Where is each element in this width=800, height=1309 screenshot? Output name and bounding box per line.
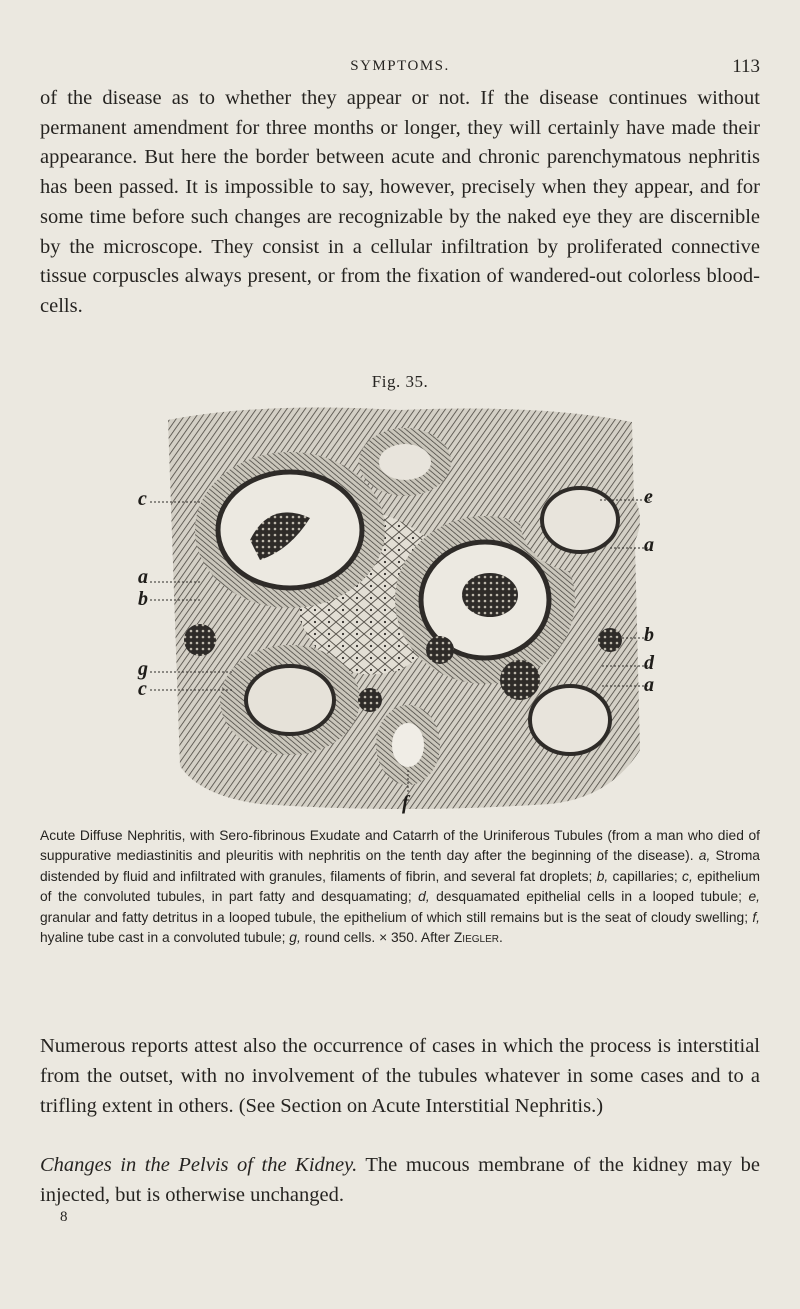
caption-text-d: desquamated epithelial cells in a looped tubule;: [436, 889, 742, 905]
caption-key-g: g,: [289, 930, 301, 946]
caption-key-a: a,: [698, 848, 711, 864]
figure-letter-b: b: [138, 588, 148, 610]
figure-letter-b: b: [644, 624, 654, 646]
caption-author: Ziegler.: [453, 930, 503, 946]
signature-mark: 8: [60, 1209, 68, 1225]
figure-letter-a: a: [644, 674, 654, 696]
page-number: 113: [732, 56, 760, 77]
figure-letter-f: f: [402, 792, 409, 814]
paragraph-3: [40, 1151, 760, 1211]
caption-text-a: Stroma distended by fluid and infiltrated with granules, filaments of fibrin, and several fat droplets;: [40, 848, 760, 884]
section-heading: Changes in the Pelvis of the Kidney.: [40, 1154, 358, 1176]
running-head: [40, 56, 760, 78]
figure-letter-a: a: [644, 534, 654, 556]
caption-intro: Acute Diffuse Nephritis, with Sero-fibrinous Exudate and Catarrh of the Uriniferous Tubules (from a man who died of suppurative mediastinitis and pleuritis with nephritis on the tenth day after the beginning of the disease).: [40, 828, 760, 864]
caption-key-d: d,: [418, 889, 430, 905]
kidney-section-illustration: [140, 400, 660, 818]
paragraph-3-text: The mucous membrane of the kidney may be injected, but is otherwise unchanged.: [40, 1154, 760, 1206]
figure-letter-c: c: [138, 488, 147, 510]
caption-key-f: f,: [752, 909, 760, 925]
caption-text-c: epithelium of the convoluted tubules, in part fatty and desquamating;: [40, 868, 760, 905]
caption-after: After: [420, 930, 451, 946]
caption-key-b: b,: [596, 868, 609, 884]
caption-text-e: granular and fatty detritus in a looped tubule, the epithelium of which still remains but is the seat of cloudy swelling;: [40, 909, 749, 925]
histology-figure: [140, 400, 660, 818]
paragraph-1: of the disease as to whether they appear or not. If the disease continues without permanent amendment for three months or longer, they will certainly have made their appearance. But here the border between acute and chronic parenchymatous nephritis has been passed. It is impossible to say, however, precisely when they appear, and for some time before such changes are recognizable by the naked eye they are discernible by the microscope. They consist in a cellular infiltration by proliferated connective tissue corpuscles always present, or from the fixation of wandered-out colorless blood-cells.: [40, 87, 760, 317]
caption-magnification: × 350.: [379, 930, 418, 946]
figure-letter-c: c: [138, 678, 147, 700]
figure-label: Fig. 35.: [371, 372, 429, 391]
caption-text-f: hyaline tube cast in a convoluted tubule;: [40, 930, 286, 946]
caption-text-g: round cells.: [304, 930, 376, 946]
figure-letter-d: d: [644, 652, 654, 674]
paragraph-2: Numerous reports attest also the occurrence of cases in which the process is interstitial from the outset, with no involvement of the tubules whatever in some cases and to a trifling extent in others. (See Section on Acute Interstitial Nephritis.): [40, 1035, 760, 1117]
figure-caption: [40, 826, 760, 948]
figure-letter-g: g: [138, 658, 148, 680]
caption-key-c: c,: [682, 868, 693, 884]
caption-key-e: e,: [748, 889, 760, 905]
figure-letter-e: e: [644, 486, 653, 508]
figure-letter-a: a: [138, 566, 148, 588]
running-title: SYMPTOMS.: [350, 58, 450, 74]
caption-text-b: capillaries;: [612, 868, 678, 884]
